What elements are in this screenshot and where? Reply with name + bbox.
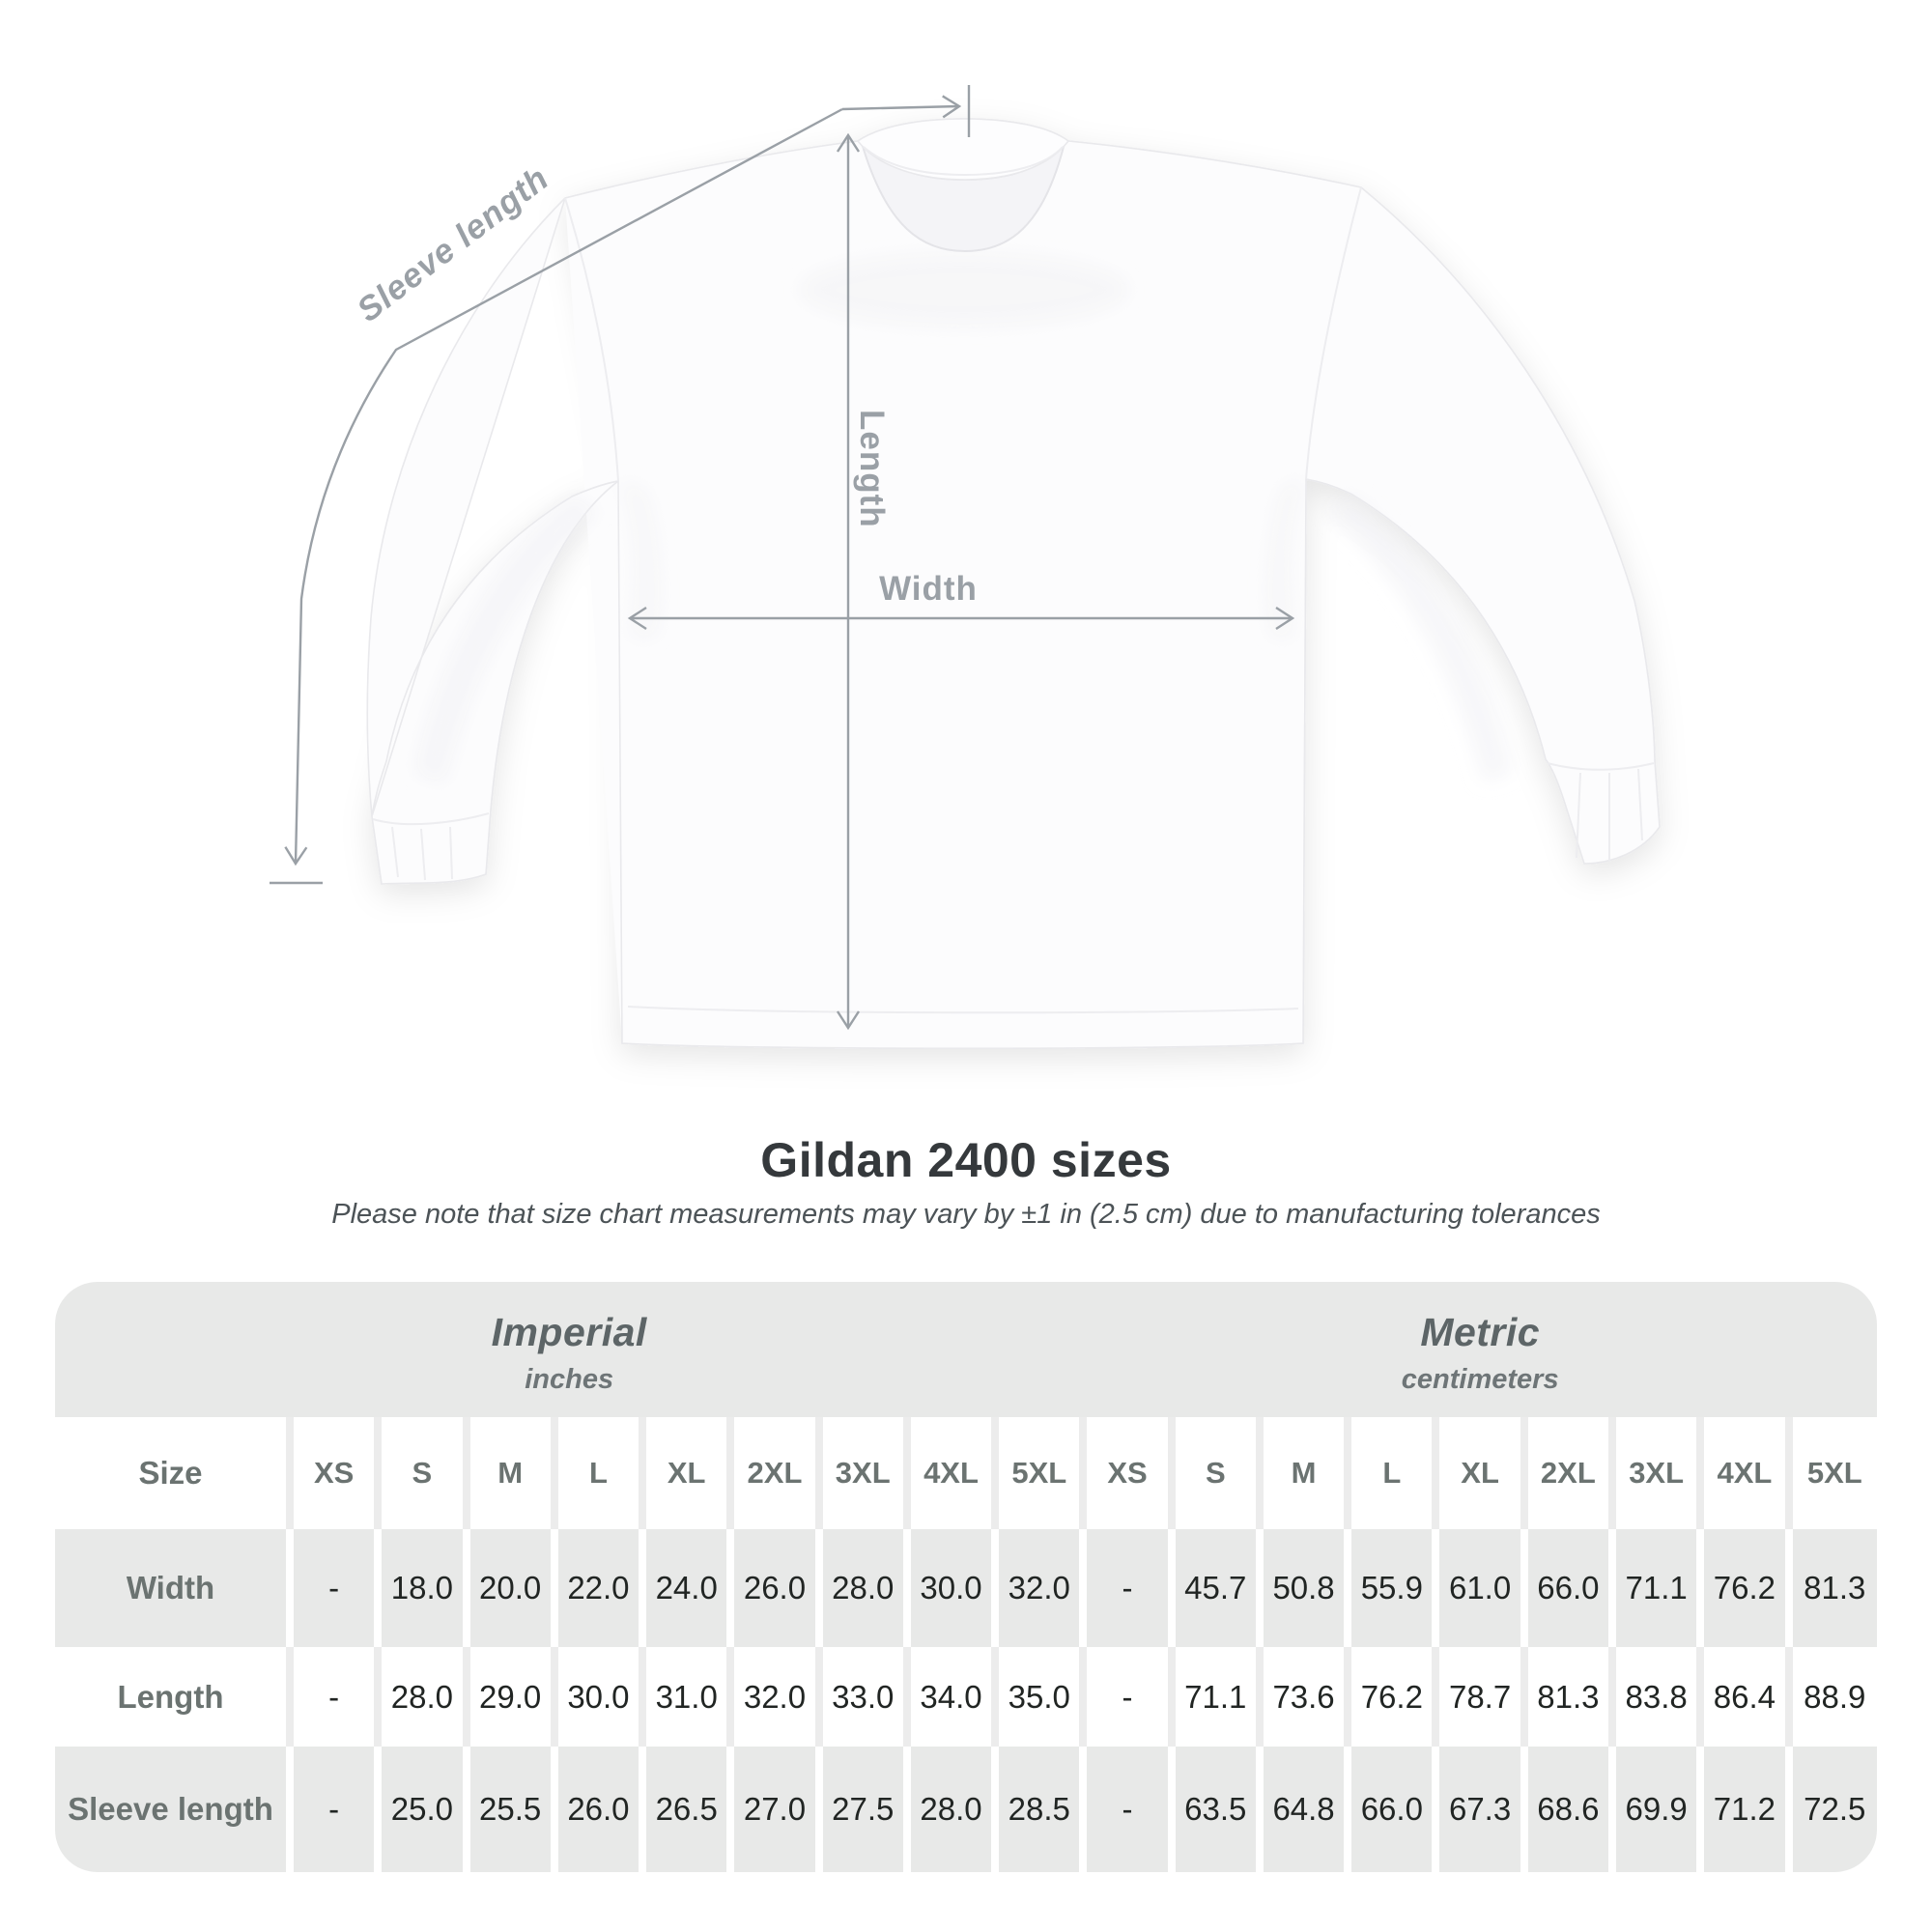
row-label: Sleeve length (55, 1747, 290, 1872)
size-header-4xl: 4XL (907, 1417, 995, 1529)
value-cell: 63.5 (1172, 1747, 1260, 1872)
size-header-5xl: 5XL (1789, 1417, 1877, 1529)
size-chart-card (55, 1282, 1877, 1872)
long-sleeve-shirt-illustration (367, 119, 1660, 1048)
length-label: Length (853, 410, 891, 528)
size-header-4xl: 4XL (1700, 1417, 1788, 1529)
value-cell: 55.9 (1348, 1529, 1435, 1647)
imperial-title: Imperial (491, 1309, 647, 1354)
value-cell: 81.3 (1524, 1647, 1612, 1747)
size-header-s: S (378, 1417, 466, 1529)
value-cell: 25.5 (467, 1747, 554, 1872)
value-cell: 78.7 (1435, 1647, 1523, 1747)
value-cell: 32.0 (730, 1647, 818, 1747)
value-cell: 76.2 (1348, 1647, 1435, 1747)
value-cell: 28.0 (819, 1529, 907, 1647)
size-chart-table (55, 1282, 1877, 1872)
size-header-xs: XS (290, 1417, 378, 1529)
value-cell: 69.9 (1612, 1747, 1700, 1872)
value-cell: 68.6 (1524, 1747, 1612, 1872)
size-header-xs: XS (1083, 1417, 1171, 1529)
value-cell: - (290, 1647, 378, 1747)
size-header-2xl: 2XL (730, 1417, 818, 1529)
size-header-m: M (467, 1417, 554, 1529)
value-cell: 66.0 (1524, 1529, 1612, 1647)
value-cell: 67.3 (1435, 1747, 1523, 1872)
value-cell: 33.0 (819, 1647, 907, 1747)
value-cell: 20.0 (467, 1529, 554, 1647)
value-cell: 30.0 (907, 1529, 995, 1647)
value-cell: 18.0 (378, 1529, 466, 1647)
value-cell: 31.0 (642, 1647, 730, 1747)
size-header-row (55, 1417, 1877, 1529)
unit-header-row (55, 1282, 1877, 1417)
table-row (55, 1647, 1877, 1747)
size-row-label: Size (55, 1417, 290, 1529)
value-cell: - (1083, 1647, 1171, 1747)
value-cell: 86.4 (1700, 1647, 1788, 1747)
width-label: Width (879, 570, 978, 608)
size-header-5xl: 5XL (995, 1417, 1083, 1529)
sleeve-length-label: Sleeve length (350, 158, 556, 329)
value-cell: 28.0 (378, 1647, 466, 1747)
imperial-unit: inches (525, 1363, 614, 1395)
table-row (55, 1529, 1877, 1647)
size-header-l: L (1348, 1417, 1435, 1529)
value-cell: 76.2 (1700, 1529, 1788, 1647)
value-cell: 50.8 (1260, 1529, 1348, 1647)
value-cell: 45.7 (1172, 1529, 1260, 1647)
metric-title: Metric (1420, 1309, 1541, 1354)
value-cell: - (1083, 1747, 1171, 1872)
value-cell: 29.0 (467, 1647, 554, 1747)
value-cell: 26.5 (642, 1747, 730, 1872)
value-cell: 81.3 (1789, 1529, 1877, 1647)
value-cell: - (290, 1747, 378, 1872)
value-cell: 28.5 (995, 1747, 1083, 1872)
value-cell: 25.0 (378, 1747, 466, 1872)
value-cell: 34.0 (907, 1647, 995, 1747)
value-cell: 22.0 (554, 1529, 642, 1647)
value-cell: 71.1 (1172, 1647, 1260, 1747)
size-header-xl: XL (1435, 1417, 1523, 1529)
value-cell: 71.1 (1612, 1529, 1700, 1647)
value-cell: 61.0 (1435, 1529, 1523, 1647)
value-cell: 32.0 (995, 1529, 1083, 1647)
value-cell: 83.8 (1612, 1647, 1700, 1747)
value-cell: 66.0 (1348, 1747, 1435, 1872)
size-header-m: M (1260, 1417, 1348, 1529)
value-cell: 26.0 (730, 1529, 818, 1647)
value-cell: 27.5 (819, 1747, 907, 1872)
size-header-3xl: 3XL (819, 1417, 907, 1529)
table-row (55, 1747, 1877, 1872)
size-header-3xl: 3XL (1612, 1417, 1700, 1529)
value-cell: 64.8 (1260, 1747, 1348, 1872)
tolerance-note: Please note that size chart measurements may vary by ±1 in (2.5 cm) due to manufacturing tolerances (331, 1199, 1601, 1230)
page-title: Gildan 2400 sizes (760, 1133, 1172, 1187)
value-cell: 88.9 (1789, 1647, 1877, 1747)
value-cell: - (290, 1529, 378, 1647)
metric-header (1083, 1282, 1877, 1417)
imperial-header (55, 1282, 1083, 1417)
value-cell: 72.5 (1789, 1747, 1877, 1872)
size-header-l: L (554, 1417, 642, 1529)
value-cell: - (1083, 1529, 1171, 1647)
value-cell: 35.0 (995, 1647, 1083, 1747)
row-label: Length (55, 1647, 290, 1747)
sleeve-top-arrow (842, 106, 959, 109)
value-cell: 28.0 (907, 1747, 995, 1872)
size-header-s: S (1172, 1417, 1260, 1529)
value-cell: 73.6 (1260, 1647, 1348, 1747)
size-header-2xl: 2XL (1524, 1417, 1612, 1529)
heading-block (0, 1132, 1932, 1231)
value-cell: 24.0 (642, 1529, 730, 1647)
value-cell: 27.0 (730, 1747, 818, 1872)
value-cell: 26.0 (554, 1747, 642, 1872)
size-header-xl: XL (642, 1417, 730, 1529)
row-label: Width (55, 1529, 290, 1647)
metric-unit: centimeters (1401, 1363, 1559, 1395)
value-cell: 30.0 (554, 1647, 642, 1747)
value-cell: 71.2 (1700, 1747, 1788, 1872)
